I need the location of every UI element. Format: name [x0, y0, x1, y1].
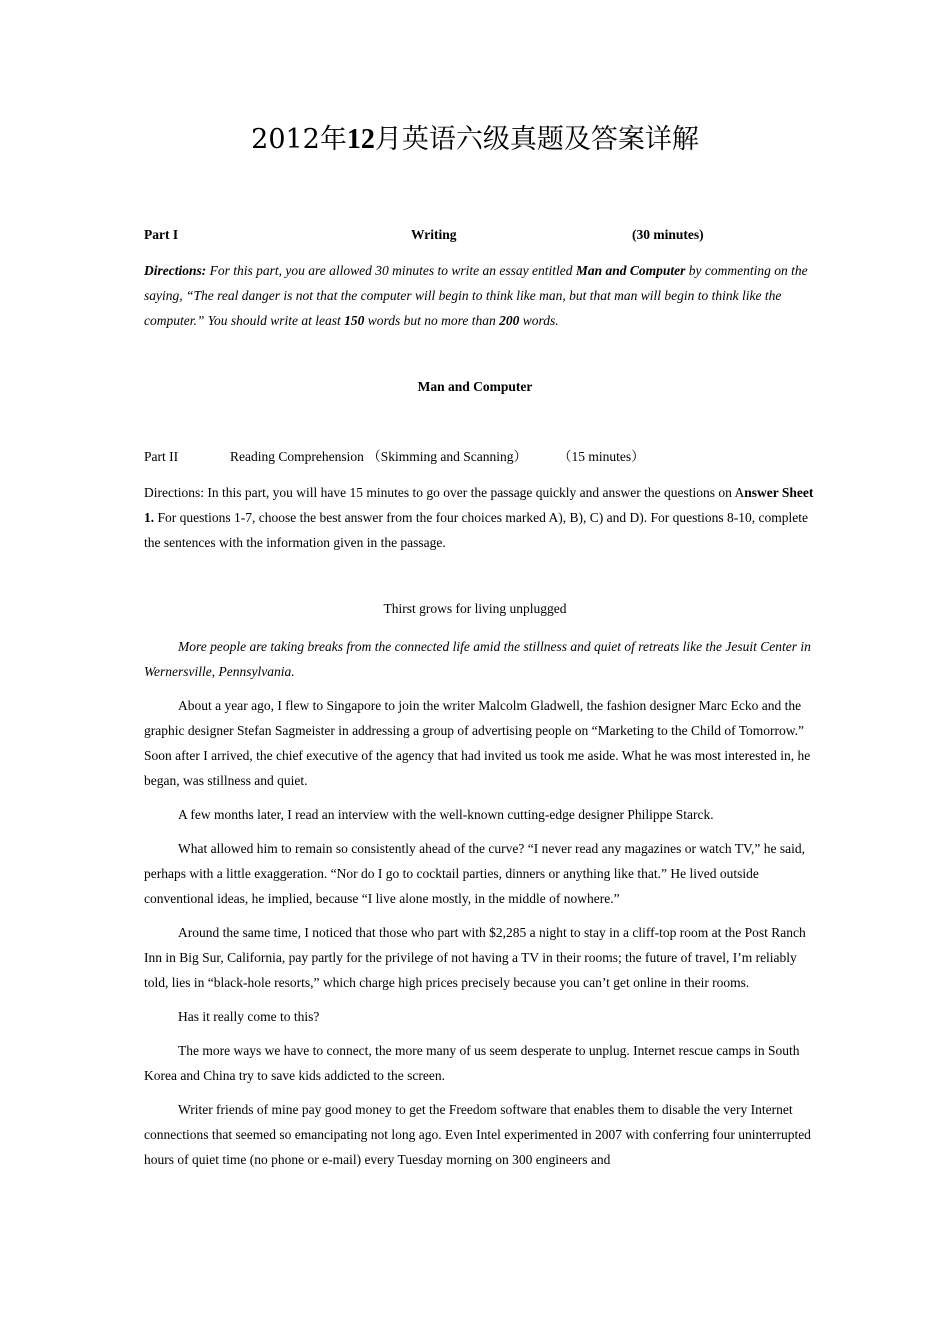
min-words: 150: [344, 313, 365, 328]
part2-section: Reading Comprehension （Skimming and Scanning）: [230, 449, 527, 464]
directions-text: For questions 1-7, choose the best answer from the four choices marked A), B), C) and D). For questions 8-10, complete the sentences with the information given in the passage.: [144, 510, 808, 550]
passage-title: Thirst grows for living unplugged: [383, 601, 567, 616]
passage-paragraph: What allowed him to remain so consistently ahead of the curve? “I never read any magazines or watch TV,” he said, perhaps with a little exaggeration. “Nor do I go to cocktail parties, dinners or anything like that.” He lived outside conventional ideas, he implied, because “I live alone mostly, in the middle of nowhere.”: [144, 841, 806, 906]
part1-label: Part I: [144, 227, 179, 242]
essay-title: Man and Computer: [417, 379, 533, 394]
passage-paragraph: About a year ago, I flew to Singapore to join the writer Malcolm Gladwell, the fashion designer Marc Ecko and the graphic designer Stefan Sagmeister in addressing a group of advertising people on “Marketing to the Child of Tomorrow.” Soon after I arrived, the chief executive of the agency that had invited us took me aside. What he was most interested in, he began, was stillness and quiet.: [144, 698, 811, 788]
directions-lead: Directions:: [144, 263, 207, 278]
passage-paragraph: Has it really come to this?: [178, 1009, 320, 1024]
answer-sheet: nswer Sheet 1.: [144, 485, 814, 525]
passage-paragraph: Around the same time, I noticed that those who part with $2,285 a night to stay in a cliff-top room at the Post Ranch Inn in Big Sur, California, pay partly for the privilege of not having a TV in their rooms; the future of travel, I’m reliably told, lies in “black-hole resorts,” which charge high prices precisely because you can’t get online in their rooms.: [144, 925, 806, 990]
title-month: 12: [346, 124, 375, 155]
directions-text: words but no more than: [364, 313, 500, 328]
part2-label: Part II: [144, 449, 179, 464]
directions-text: For this part, you are allowed 30 minutes to write an essay entitled: [206, 263, 576, 278]
max-words: 200: [499, 313, 520, 328]
passage-paragraph: Writer friends of mine pay good money to get the Freedom software that enables them to disable the very Internet connections that seemed so emancipating not long ago. Even Intel experimented in 2007 with conferring four uninterrupted hours of quiet time (no phone or e-mail) every Tuesday morning on 300 engineers and: [144, 1102, 811, 1167]
title-year: 2012: [251, 124, 320, 155]
part1-section: Writing: [411, 227, 457, 242]
directions-text: words.: [519, 313, 559, 328]
title-nian: 年: [319, 124, 347, 155]
essay-title-inline: Man and Computer: [575, 263, 686, 278]
directions-text: Directions: In this part, you will have 15 minutes to go over the passage quickly and answer the questions on A: [144, 485, 745, 500]
part1-time: (30 minutes): [632, 227, 704, 242]
title-rest: 月英语六级真题及答案详解: [374, 124, 699, 155]
passage-body: [144, 634, 820, 1181]
part1-directions: [144, 258, 820, 333]
passage-paragraph: The more ways we have to connect, the more many of us seem desperate to unplug. Internet rescue camps in South Korea and China try to save kids addicted to the screen.: [144, 1043, 800, 1083]
part2-directions: [144, 480, 820, 555]
passage-paragraph: More people are taking breaks from the connected life amid the stillness and quiet of retreats like the Jesuit Center in Wernersville, Pennsylvania.: [144, 639, 811, 679]
document-title: [0, 122, 950, 158]
directions-text: by commenting on the saying, “The real danger is not that the computer will begin to think like man, but that man will begin to think like the computer.” You should write at least: [144, 263, 808, 328]
part2-time: （15 minutes）: [558, 449, 645, 464]
passage-paragraph: A few months later, I read an interview with the well-known cutting-edge designer Philippe Starck.: [178, 807, 714, 822]
